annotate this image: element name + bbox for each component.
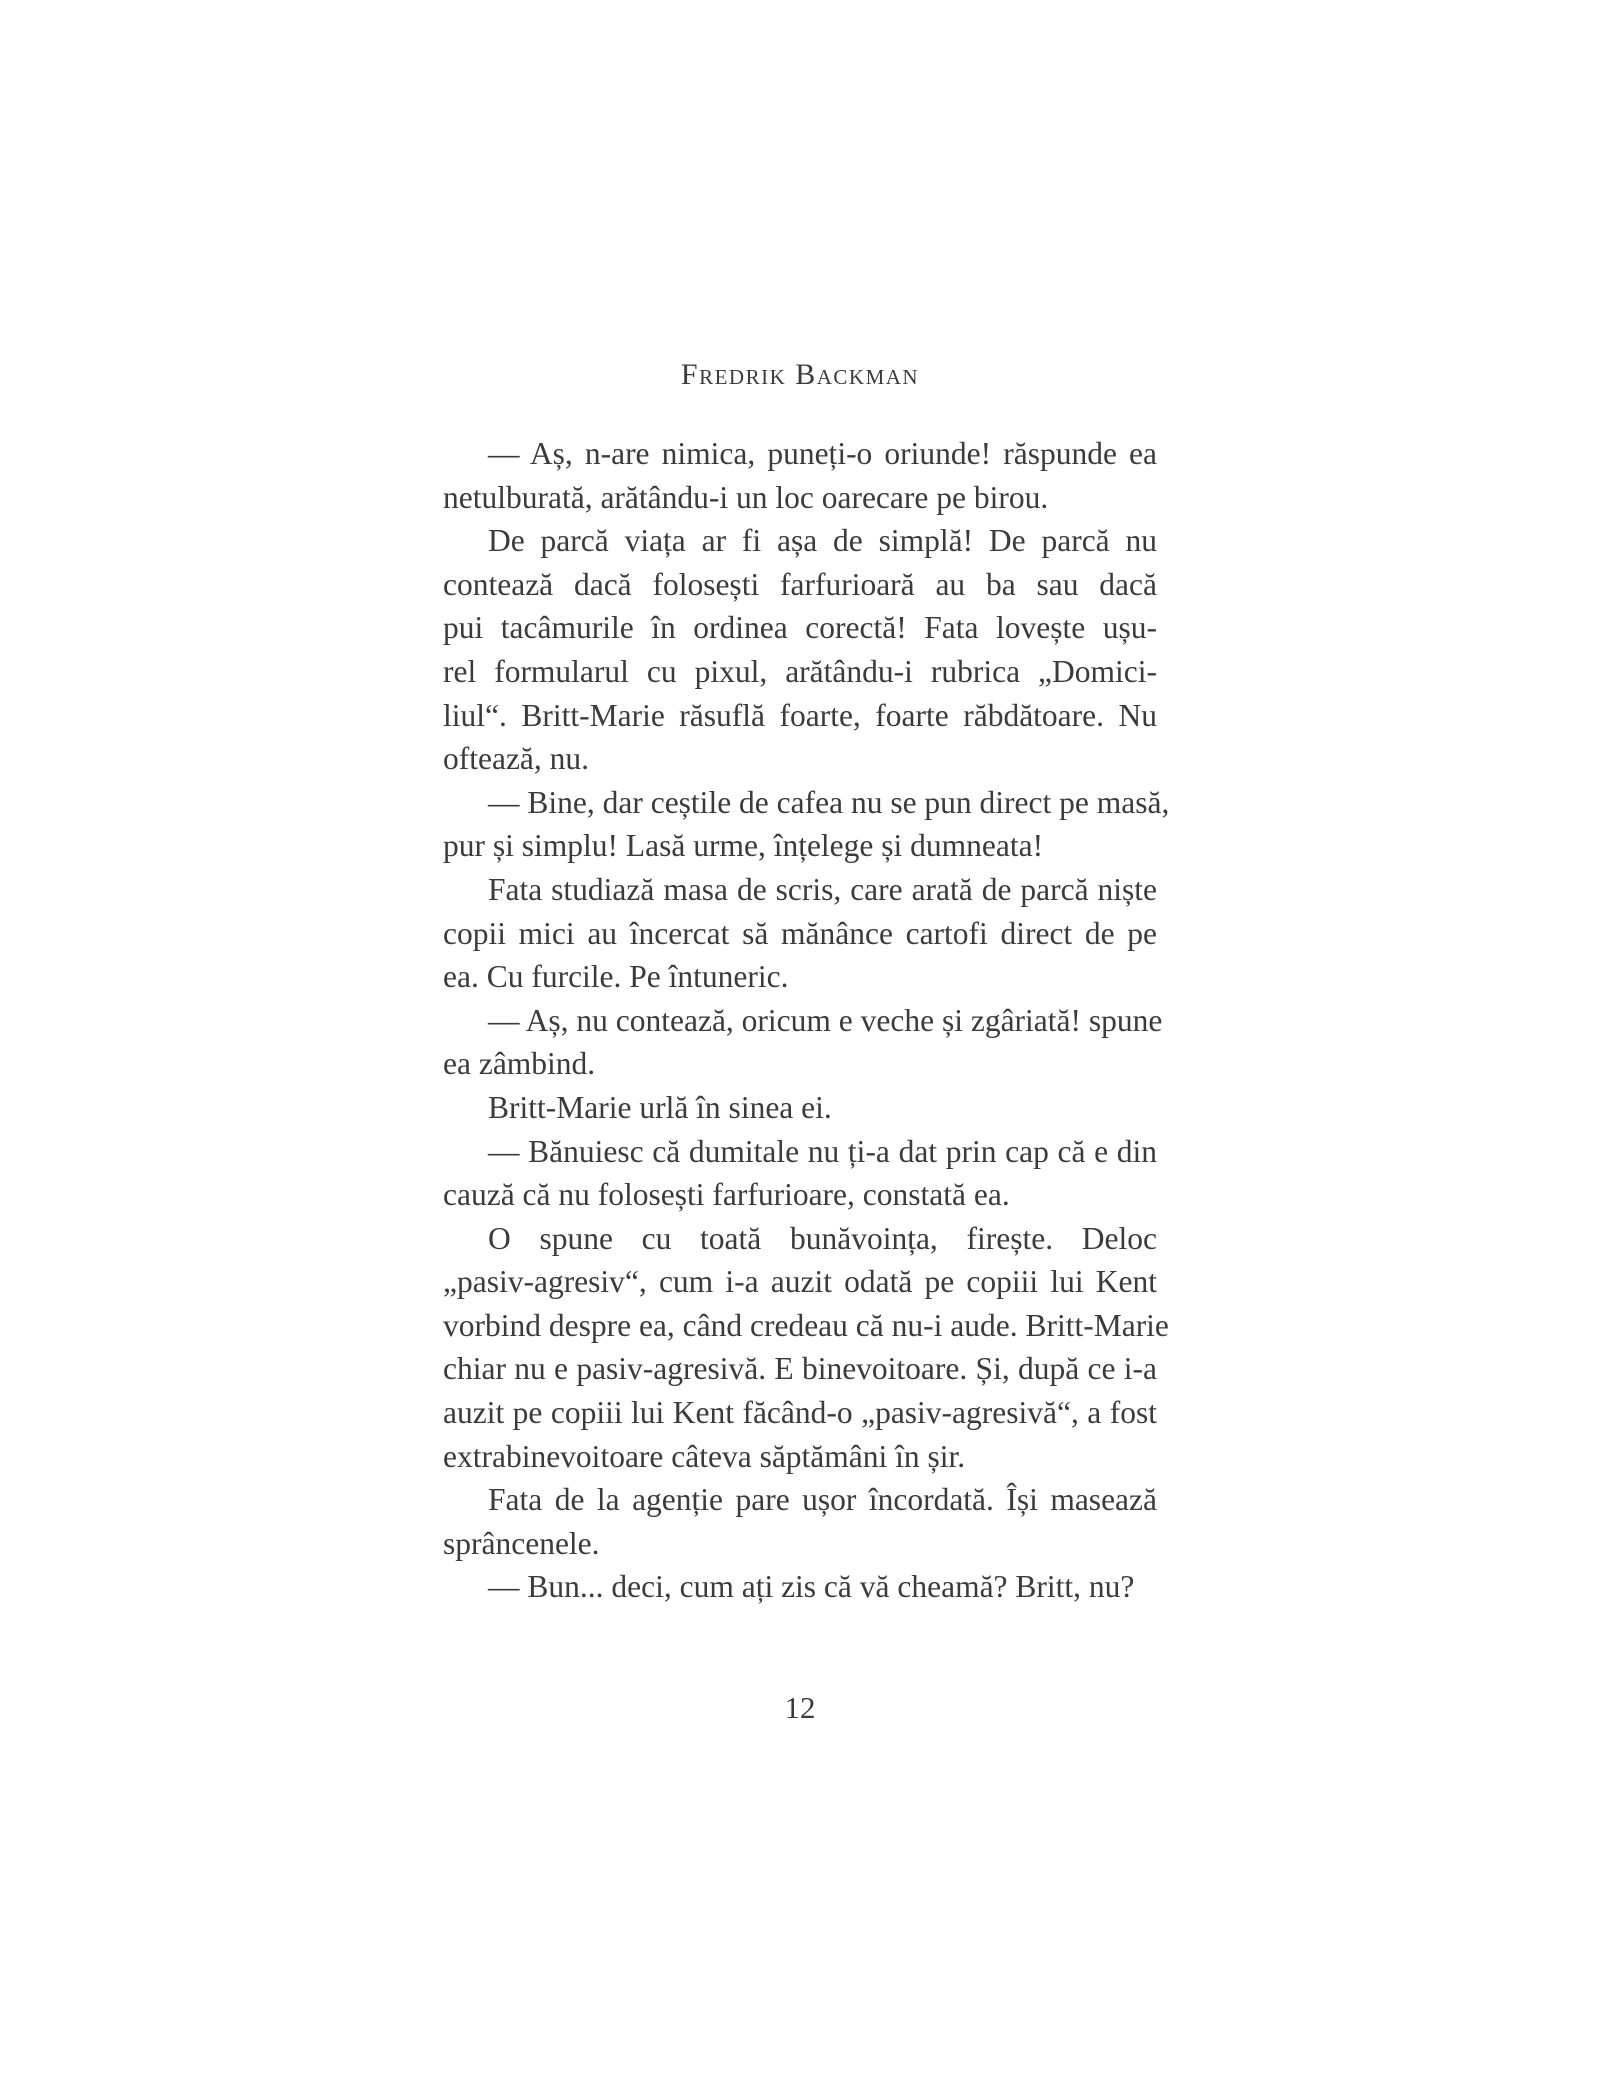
text-line: Fata studiază masa de scris, care arată de parcă niște <box>488 871 1157 907</box>
text-line: sprâncenele. <box>443 1525 600 1561</box>
text-line: — Aș, n-are nimica, puneți-o oriunde! răspunde ea <box>488 436 1157 471</box>
text-line: ea. Cu furcile. Pe întuneric. <box>443 959 789 995</box>
text-line: ea zâmbind. <box>443 1046 596 1082</box>
running-header-author: Fredrik Backman <box>680 358 920 391</box>
text-line: — Bine, dar ceștile de cafea nu se pun direct pe masă, <box>488 784 1170 820</box>
text-line: vorbind despre ea, când credeau că nu-i aude. Britt-Marie <box>443 1307 1169 1343</box>
text-line: O spune cu toată bunăvoința, firește. Deloc <box>488 1220 1157 1256</box>
text-line: liul“. Britt-Marie răsuflă foarte, foarte răbdătoare. Nu <box>443 697 1157 733</box>
text-line: auzit pe copiii lui Kent făcând-o „pasiv-agresivă“, a fost <box>443 1395 1157 1431</box>
text-line: — Aș, nu contează, oricum e veche și zgâriată! spune <box>488 1002 1163 1038</box>
text-line: chiar nu e pasiv-agresivă. E binevoitoare. Și, după ce i-a <box>443 1351 1157 1387</box>
text-line: pui tacâmurile în ordinea corectă! Fata lovește ușu- <box>443 610 1157 646</box>
text-line: — Bun... deci, cum ați zis că vă cheamă? Britt, nu? <box>488 1569 1135 1605</box>
text-line: rel formularul cu pixul, arătându-i rubrica „Domici- <box>443 653 1157 689</box>
text-line: pur și simplu! Lasă urme, înțelege și dumneata! <box>443 828 1044 864</box>
text-line: „pasiv-agresiv“, cum i-a auzit odată pe copiii lui Kent <box>443 1264 1157 1300</box>
text-line: — Bănuiesc că dumitale nu ți-a dat prin cap că e din <box>488 1133 1157 1169</box>
page-number: 12 <box>784 1690 816 1725</box>
book-page <box>443 0 1170 2090</box>
body-text <box>443 432 1170 1609</box>
text-line: Britt-Marie urlă în sinea ei. <box>488 1089 832 1125</box>
text-line: cauză că nu folosești farfurioare, constată ea. <box>443 1177 1010 1213</box>
text-line: contează dacă folosești farfurioară au ba sau dacă <box>443 566 1157 602</box>
text-line: extrabinevoitoare câteva săptămâni în șir. <box>443 1438 966 1474</box>
text-line: De parcă viața ar fi așa de simplă! De parcă nu <box>488 523 1157 559</box>
text-line: copii mici au încercat să mănânce cartofi direct de pe <box>443 915 1157 951</box>
text-line: oftează, nu. <box>443 741 590 777</box>
text-line: netulburată, arătându-i un loc oarecare pe birou. <box>443 479 1049 515</box>
text-line: Fata de la agenție pare ușor încordată. Își masează <box>488 1482 1157 1518</box>
